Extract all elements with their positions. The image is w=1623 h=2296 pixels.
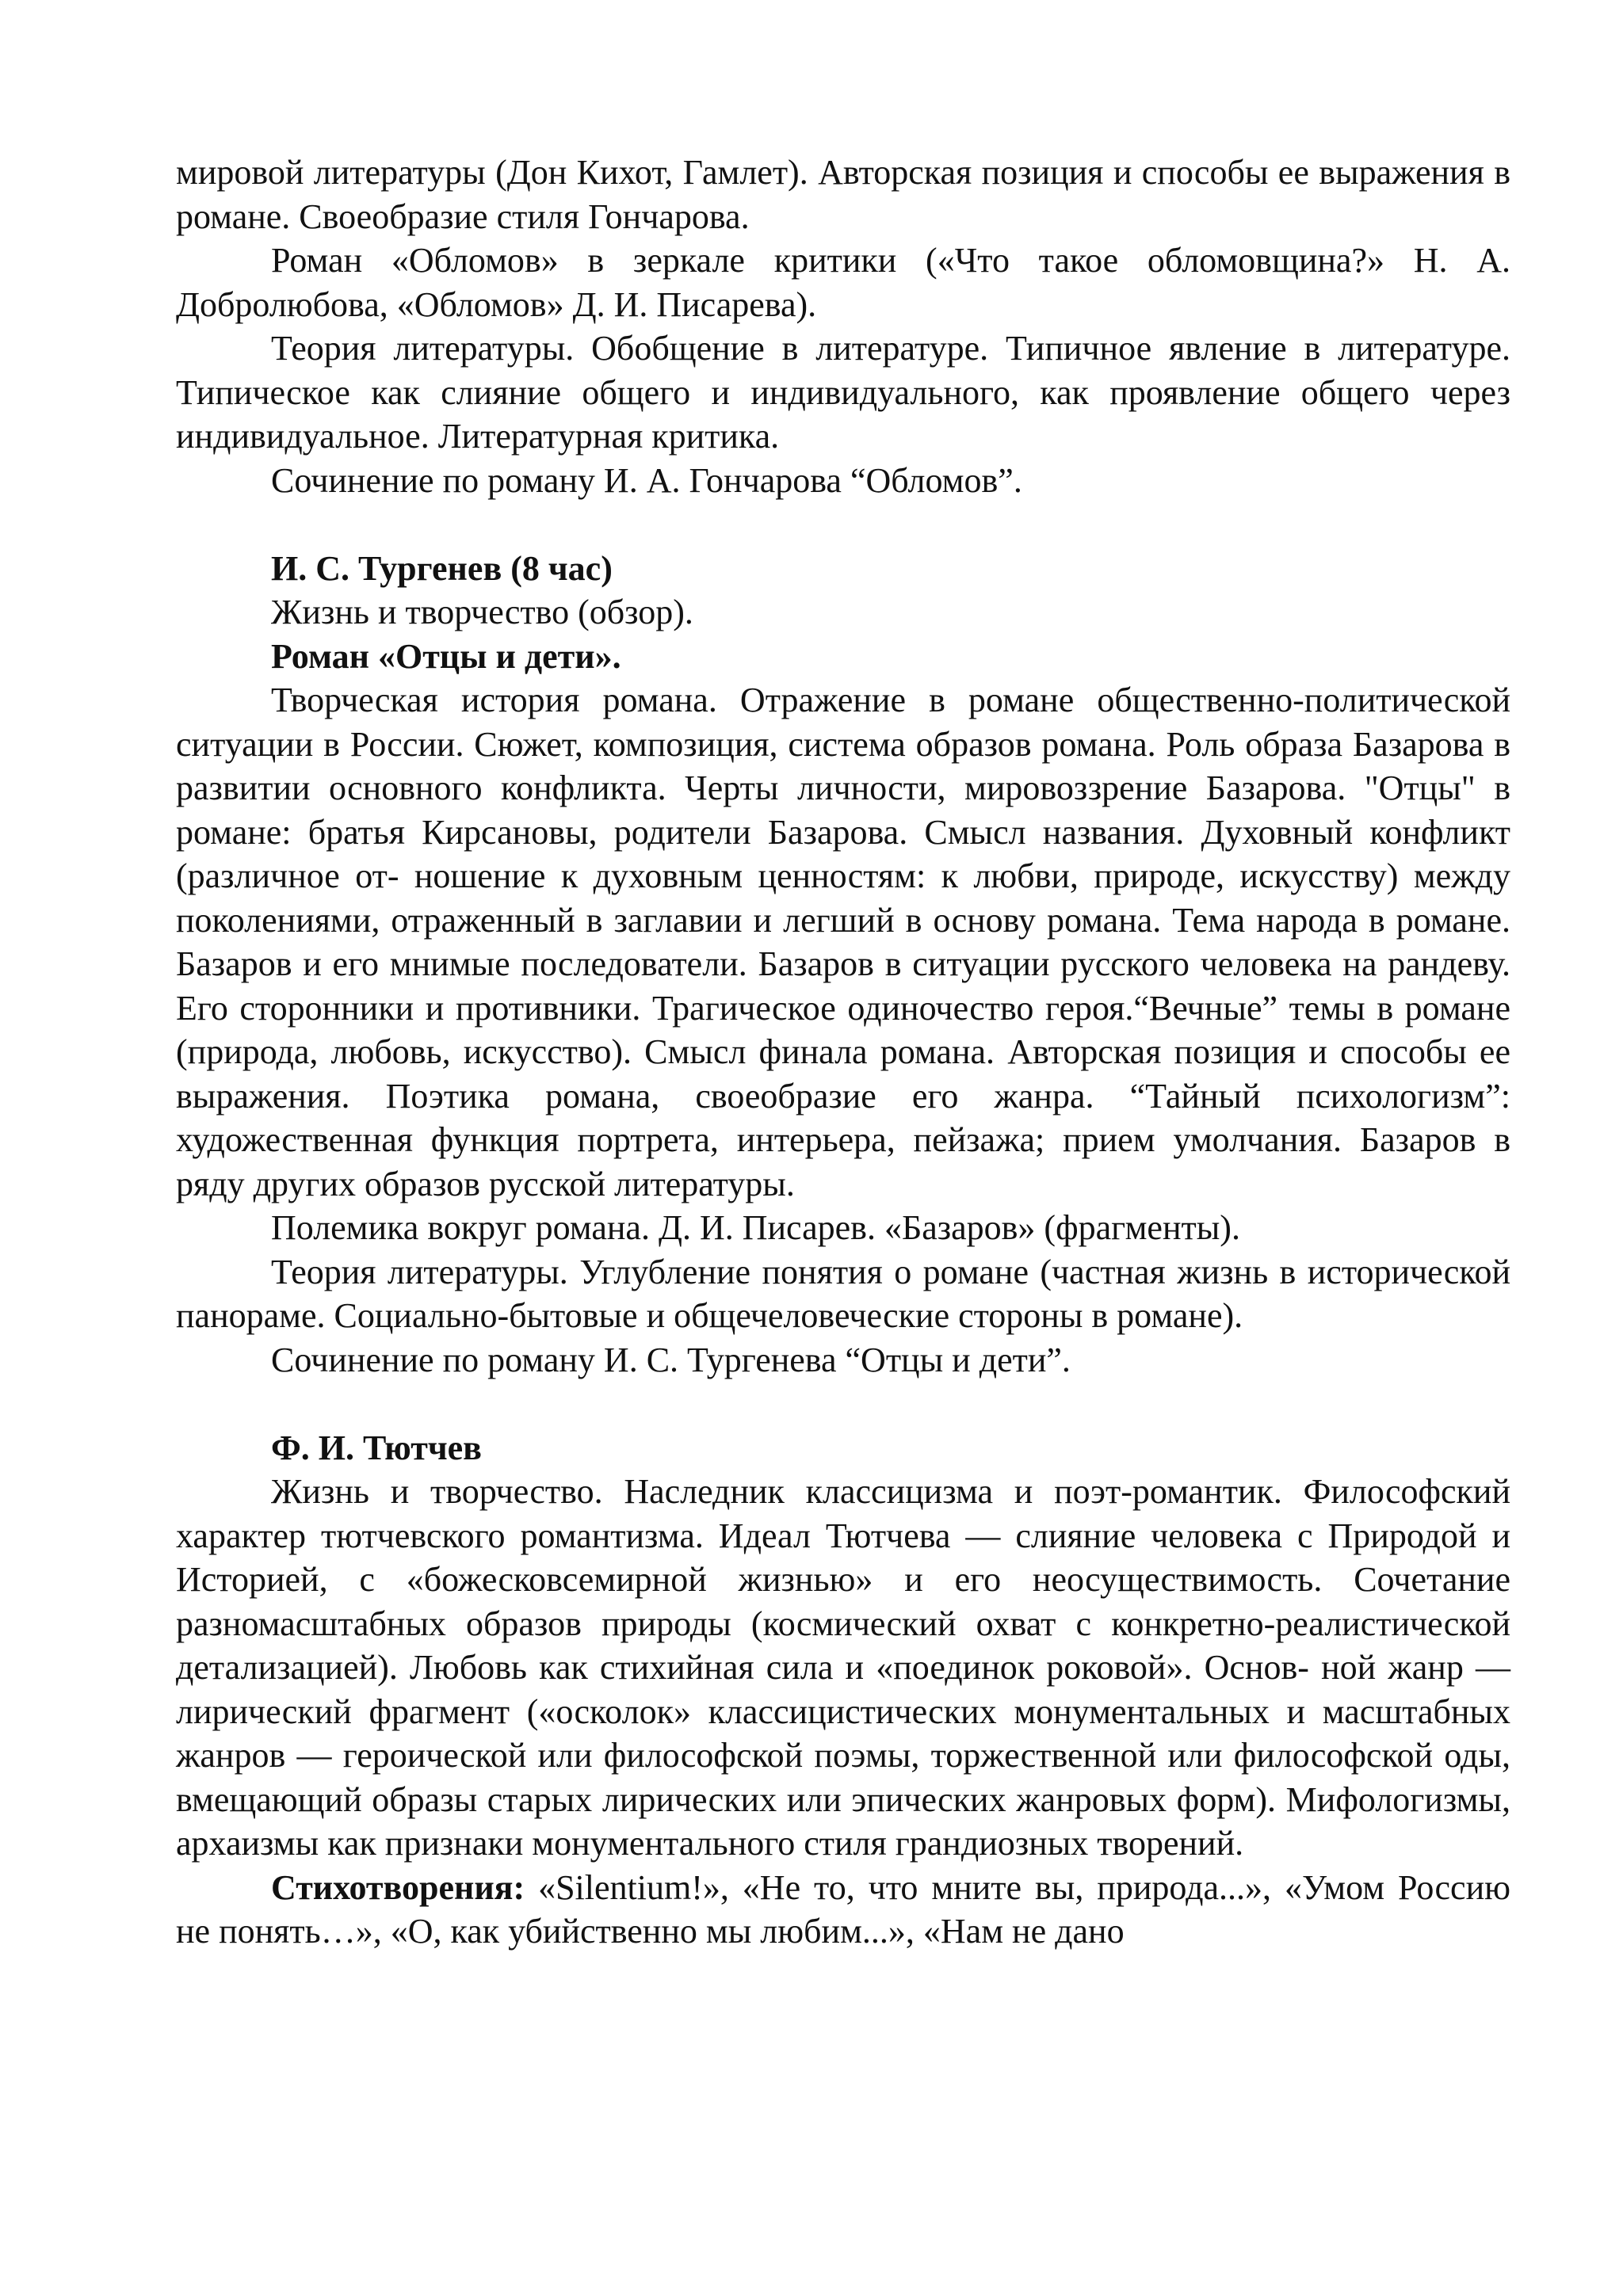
tyutchev-heading: Ф. И. Тютчев	[271, 1428, 482, 1467]
tyutchev-paragraph-life: Жизнь и творчество. Наследник классицизма и поэт-романтик. Философский характер тютчевского романтизма. Идеал Тютчева — слияние человека с Природой и Историей, с «божесковсемирной жизнью» и его неосуществимость. Сочетание разномасштабных образов природы (космический охват с конкретно-реалистической детализацией). Любовь как стихийная сила и «поединок роковой». Основ- ной жанр — лирический фрагмент («осколок» классицистических монументальных и масштабных жанров — героической или философской поэмы, торжественной или философской оды, вмещающий образы старых лирических или эпических жанровых форм). Мифологизмы, архаизмы как признаки монументального стиля грандиозных творений.	[176, 1472, 1510, 1863]
section-gap	[176, 502, 1510, 547]
turgenev-paragraph-novel: Творческая история романа. Отражение в романе общественно-политической ситуации в России. Сюжет, композиция, система образов романа. Роль образа Базарова в развитии основного конфликта. Черты личности, мировоззрение Базарова. "Отцы" в романе: братья Кирсановы, родители Базарова. Смысл названия. Духовный конфликт (различное от- ношение к духовным ценностям: к любви, природе, искусству) между поколениями, отраженный в заглавии и легший в основу романа. Тема народа в романе. Базаров и его мнимые последователи. Базаров в ситуации русского человека на рандеву. Его сторонники и противники. Трагическое одиночество героя.“Вечные” темы в романе (природа, любовь, искусство). Смысл финала романа. Авторская позиция и способы ее выражения. Поэтика романа, своеобразие его жанра. “Тайный психологизм”: художественная функция портрета, интерьера, пейзажа; прием умолчания. Базаров в ряду других образов русской литературы.	[176, 681, 1510, 1203]
tyutchev-paragraph-poems	[176, 1866, 1510, 1954]
turgenev-paragraph-polemic: Полемика вокруг романа. Д. И. Писарев. «Базаров» (фрагменты).	[271, 1208, 1240, 1247]
turgenev-subtitle: Жизнь и творчество (обзор).	[271, 593, 693, 631]
turgenev-paragraph-theory: Теория литературы. Углубление понятия о романе (частная жизнь в исторической панораме. Социально-бытовые и общечеловеческие стороны в романе).	[176, 1252, 1510, 1335]
goncharov-paragraph-style: мировой литературы (Дон Кихот, Гамлет). Авторская позиция и способы ее выражения в романе. Своеобразие стиля Гончарова.	[176, 153, 1510, 236]
goncharov-paragraph-critics: Роман «Обломов» в зеркале критики («Что такое обломовщина?» Н. А. Добролюбова, «Обломов» Д. И. Писарева).	[176, 241, 1510, 324]
turgenev-novel-heading: Роман «Отцы и дети».	[271, 636, 621, 676]
poems-label: Стихотворения:	[271, 1867, 525, 1907]
turgenev-paragraph-essay: Сочинение по роману И. С. Тургенева “Отцы и дети”.	[271, 1340, 1071, 1379]
turgenev-heading: И. С. Тургенев (8 час)	[271, 548, 613, 588]
goncharov-paragraph-essay: Сочинение по роману И. А. Гончарова “Обломов”.	[271, 460, 1022, 500]
poems-list: «Silentium!», «Не то, что мните вы, природа...», «Умом Россию не понять…», «О, как убийственно мы любим...», «Нам не дано	[176, 1867, 1510, 1951]
document-page	[176, 151, 1510, 1954]
goncharov-paragraph-theory: Теория литературы. Обобщение в литературе. Типичное явление в литературе. Типическое как слияние общего и индивидуального, как проявление общего через индивидуальное. Литературная критика.	[176, 329, 1510, 456]
section-gap	[176, 1382, 1510, 1426]
